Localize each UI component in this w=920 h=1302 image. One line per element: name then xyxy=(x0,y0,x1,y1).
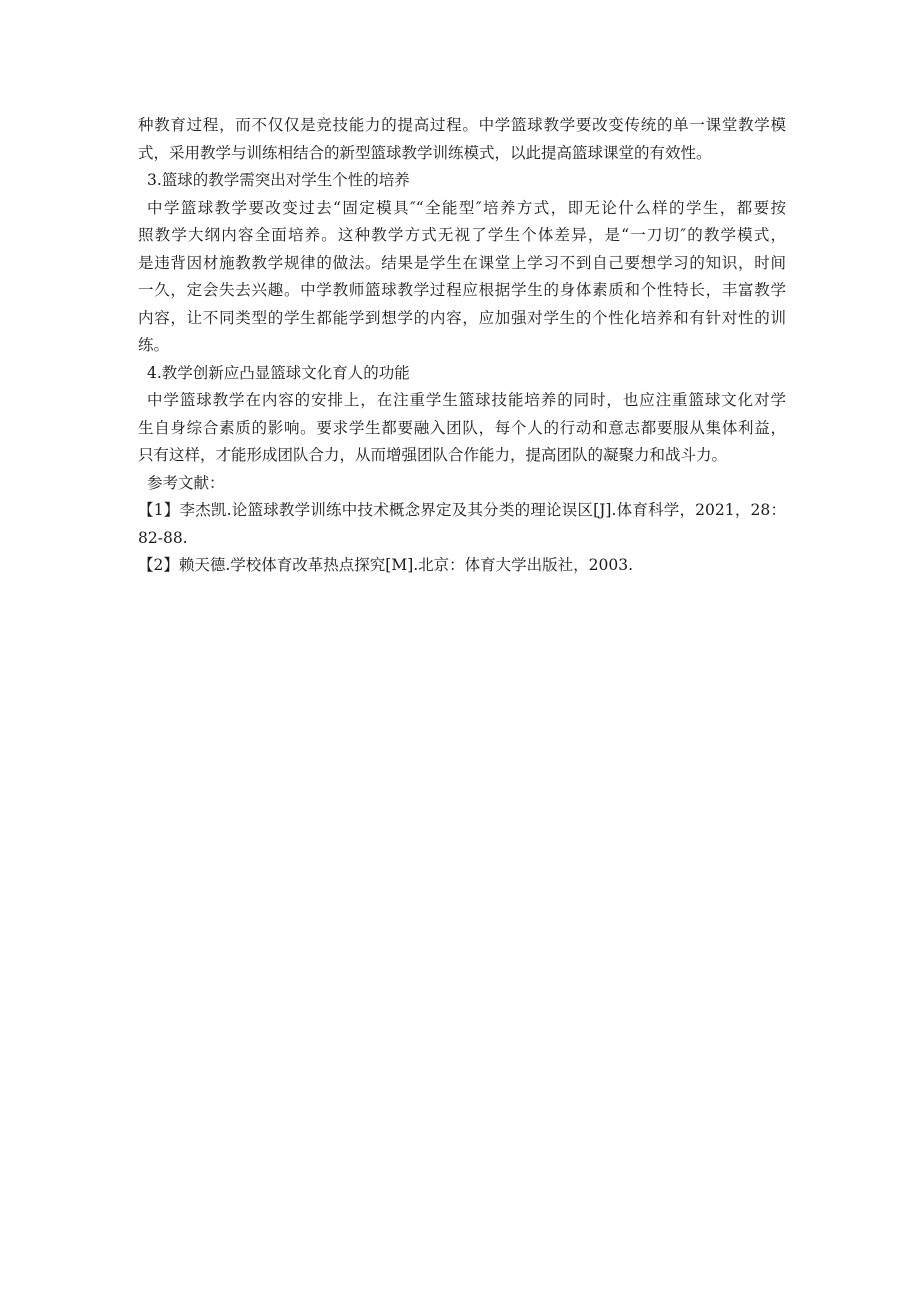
reference-item xyxy=(138,497,786,552)
paragraph-1 xyxy=(138,112,786,167)
paragraph-3 xyxy=(138,387,786,470)
references-title: 参考文献： xyxy=(147,473,225,492)
paragraph-line: 式，采用教学与训练相结合的新型篮球教学训练模式，以此提高篮球课堂的有效性。 xyxy=(138,143,712,162)
paragraph-line: 生自身综合素质的影响。要求学生都要融入团队，每个人的行动和意志都要服从集体利益， xyxy=(138,418,786,437)
paragraph-line: 练。 xyxy=(138,336,170,354)
reference-line: 【2】赖天德.学校体育改革热点探究[M].北京：体育大学出版社，2003. xyxy=(138,556,634,574)
paragraph-line: 中学篮球教学要改变过去“固定模具″“全能型″培养方式，即无论什么样的学生，都要按 xyxy=(147,198,786,217)
paragraph-line: 内容，让不同类型的学生都能学到想学的内容，应加强对学生的个性化培养和有针对性的训 xyxy=(138,308,786,327)
reference-line: 82-88. xyxy=(138,528,188,547)
paragraph-line: 是违背因材施教教学规律的做法。结果是学生在课堂上学习不到自己要想学习的知识，时间 xyxy=(138,253,786,272)
reference-line: 【1】李杰凯.论篮球教学训练中技术概念界定及其分类的理论误区[J].体育科学，2021，28： xyxy=(138,501,786,519)
paragraph-line: 照教学大纲内容全面培养。这种教学方式无视了学生个体差异，是“一刀切″的教学模式， xyxy=(138,226,786,244)
document-page xyxy=(138,112,786,580)
section-heading-4: 4.教学创新应凸显篮球文化育人的功能 xyxy=(147,363,410,382)
paragraph-line: 只有这样，才能形成团队合力，从而增强团队合作能力，提高团队的凝聚力和战斗力。 xyxy=(138,446,728,464)
paragraph-line: 中学篮球教学在内容的安排上，在注重学生篮球技能培养的同时，也应注重篮球文化对学 xyxy=(147,391,786,409)
paragraph-line: 种教育过程，而不仅仅是竞技能力的提高过程。中学篮球教学要改变传统的单一课堂教学模 xyxy=(138,116,786,134)
paragraph-line: 一久，定会失去兴趣。中学教师篮球教学过程应根据学生的身体素质和个性特长，丰富教学 xyxy=(138,281,786,299)
reference-list xyxy=(138,497,786,580)
section-heading-3: 3.篮球的教学需突出对学生个性的培养 xyxy=(147,171,410,189)
paragraph-2 xyxy=(138,195,786,360)
reference-item xyxy=(138,552,786,580)
